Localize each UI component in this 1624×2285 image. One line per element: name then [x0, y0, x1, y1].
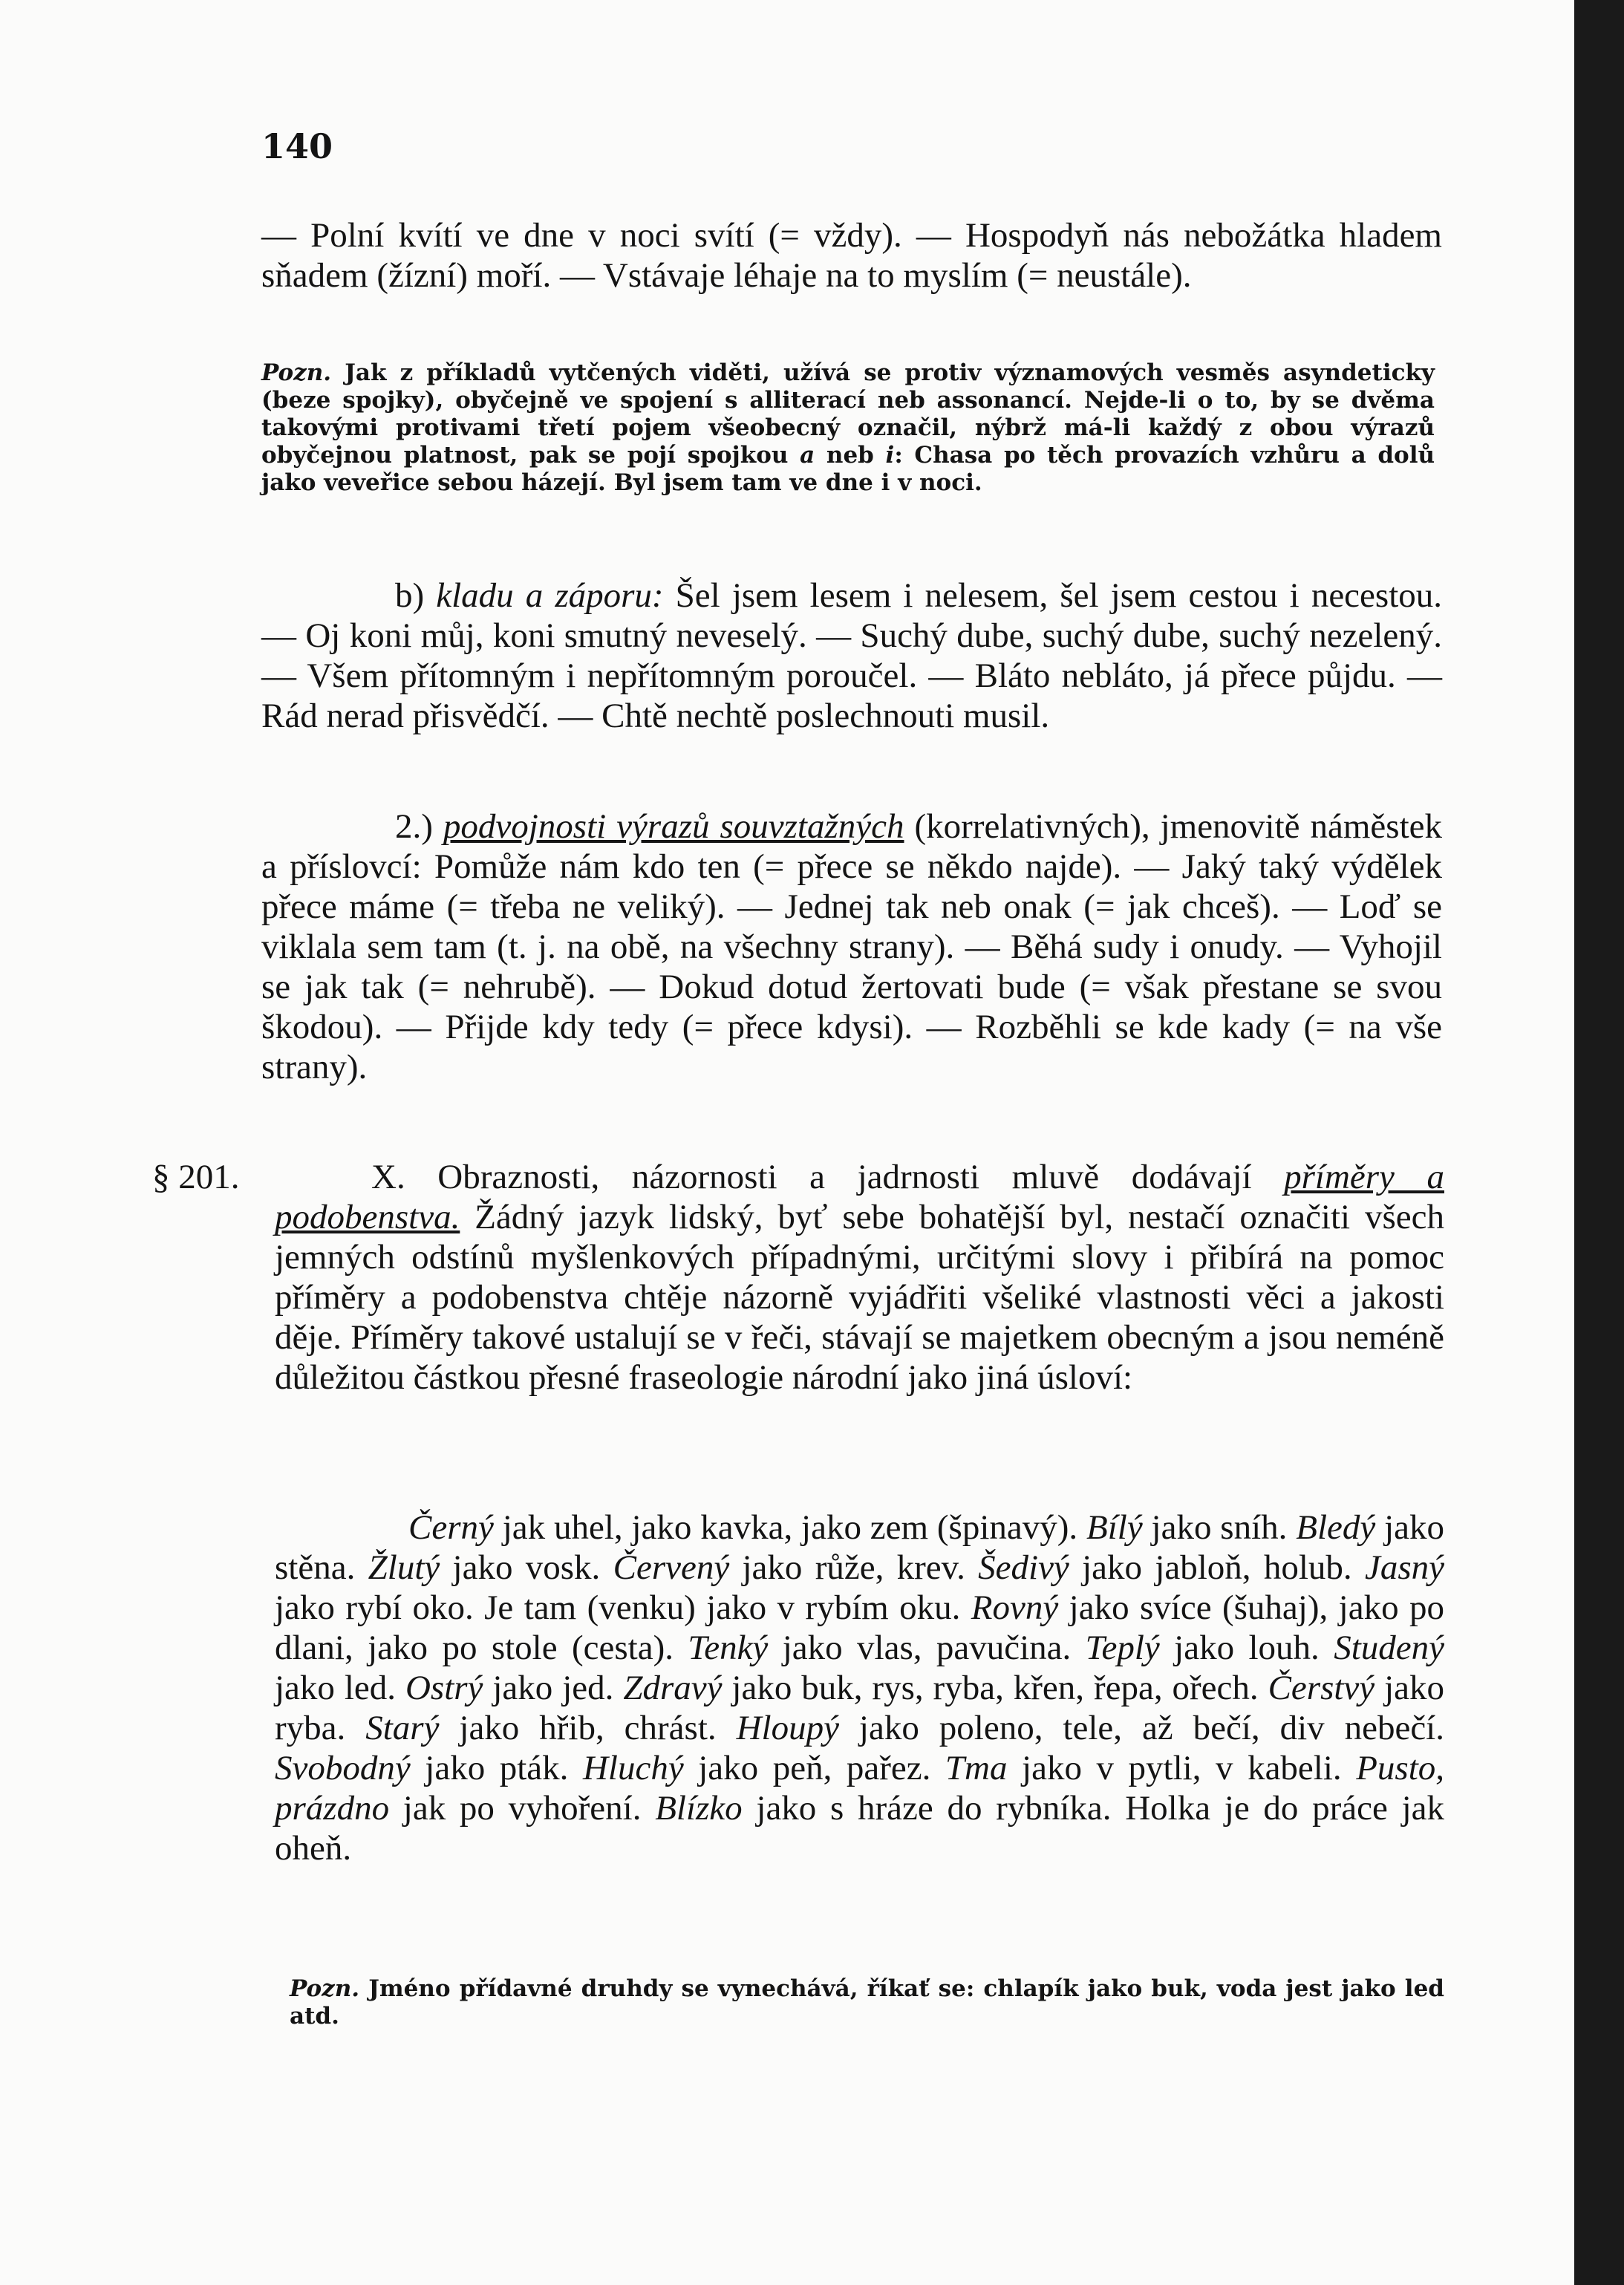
simile-word: Čerstvý [1268, 1669, 1375, 1707]
page-number: 140 [261, 126, 333, 166]
note-text: Jak z příkladů vytčených viděti, užívá se protiv významových vesměs asyndeticky (beze spojky), obyčejně ve spojení s alliterací neb assonancí. Nejde-li o to, by se dvěma takovými protivami třetí pojem všeobecný označil, nýbrž má-li každý z obou výrazů obyčejnou platnost, pak se pojí spojkou [261, 359, 1435, 469]
section-text: Žádný jazyk lidský, byť sebe bohatější byl, nestačí označiti všech jemných odstínů myšlenkových případnými, určitými slovy i přibírá na pomoc příměry a podobenstva chtěje názorně vyjádřiti všeliké vlastnosti věci a jakosti děje. Příměry takové ustalují se v řeči, stávají se majetkem obecným a jsou neméně důležitou částkou přesné fraseologie národní jako jiná úsloví: [275, 1198, 1445, 1397]
simile-word: Studený [1334, 1629, 1444, 1667]
simile-text: jak uhel, jako kavka, jako zem (špinavý). [493, 1508, 1087, 1547]
note-tail: : Chasa po těch provazích vzhůru a dolů jako veveřice sebou házejí. Byl jsem tam ve dne i v noci. [261, 442, 1435, 496]
paragraph-b-text: Šel jsem lesem i nelesem, šel jsem cestou i necestou. — Oj koni můj, koni smutný neveselý. — Suchý dube, suchý dube, suchý nezelený. — Všem přítomným i nepřítomným poroučel. — Bláto nebláto, já přece půjdu. — Rád nerad přisvědčí. — Chtě nechtě poslechnouti musil. [261, 576, 1442, 735]
note-i: i [885, 442, 895, 469]
simile-text: jako poleno, tele, až bečí, div nebečí. [838, 1709, 1444, 1747]
paragraph-b-label: b) [395, 576, 425, 615]
simile-text: jako stěna. [275, 1508, 1444, 1587]
simile-word: Bledý [1296, 1508, 1376, 1547]
simile-text: jako s hráze do rybníka. Holka je do práce jak oheň. [275, 1789, 1444, 1868]
simile-word: Hloupý [736, 1709, 839, 1747]
section-mark: § 201. [152, 1158, 240, 1196]
paragraph-b-affirmation-negation [261, 576, 1442, 736]
simile-text: jako peň, pařez. [683, 1749, 945, 1787]
simile-word: Zdravý [623, 1669, 723, 1707]
simile-text: jako sníh. [1142, 1508, 1297, 1547]
simile-text: jako růže, krev. [729, 1548, 979, 1587]
simile-text: jako led. [275, 1669, 405, 1707]
paragraph-2-correlatives [261, 806, 1442, 1087]
note-opposites [261, 359, 1435, 497]
simile-text: jako ryba. [275, 1669, 1445, 1747]
simile-word: Tma [945, 1749, 1008, 1787]
simile-text: jako v pytli, v kabeli. [1007, 1749, 1357, 1787]
simile-word: Pusto, prázdno [275, 1749, 1445, 1828]
note-neb: neb [826, 442, 874, 469]
note-lead: Pozn. [261, 359, 332, 386]
simile-text: jako jed. [483, 1669, 624, 1707]
simile-text: jako jabloň, holub. [1069, 1548, 1365, 1587]
simile-word: Hluchý [582, 1749, 684, 1787]
simile-word: Žlutý [368, 1548, 440, 1587]
simile-text: jako rybí oko. Je tam (venku) jako v rybím oku. [275, 1588, 971, 1627]
paragraph-2-label: 2.) [395, 807, 433, 846]
section-title: příměry a podobenstva. [275, 1158, 1444, 1236]
simile-word: Starý [365, 1709, 440, 1747]
simile-text: jako vlas, pavučina. [768, 1629, 1086, 1667]
simile-word: Tenký [688, 1629, 769, 1667]
simile-word: Teplý [1085, 1629, 1160, 1667]
simile-text: jako buk, rys, ryba, křen, řepa, ořech. [722, 1669, 1268, 1707]
simile-text: jako vosk. [440, 1548, 613, 1587]
simile-text: jako louh. [1159, 1629, 1334, 1667]
note-adjective-omission [290, 1975, 1444, 2030]
section-intro: X. Obraznosti, názornosti a jadrnosti mluvě dodávají [371, 1158, 1252, 1196]
simile-text: jako hřib, chrást. [439, 1709, 737, 1747]
simile-text: jako svíce (šuhaj), jako po dlani, jako po stole (cesta). [275, 1588, 1444, 1667]
paragraph-2-text: (korrelativných), jmenovitě náměstek a příslovcí: Pomůže nám kdo ten (= přece se někdo najde). — Jaký taký výdělek přece máme (= třeba ne veliký). — Jednej tak neb onak (= jak chceš). — Loď se viklala sem tam (t. j. na obě, na všechny strany). — Běhá sudy i onudy. — Vyhojil se jak tak (= nehrubě). — Dokud dotud žertovati bude (= však přestane se svou škodou). — Přijde kdy tedy (= přece kdysi). — Rozběhli se kde kady (= na vše strany). [261, 807, 1443, 1086]
simile-text: jako pták. [410, 1749, 583, 1787]
note-a: a [800, 442, 815, 469]
paragraph-similes [275, 1507, 1444, 1868]
simile-text: jak po vyhoření. [389, 1789, 656, 1828]
note2-text: Jméno přídavné druhdy se vynechává, říkať se: chlapík jako buk, voda jest jako led atd. [290, 1975, 1444, 2030]
simile-word: Blízko [655, 1789, 743, 1828]
simile-word: Bílý [1086, 1508, 1143, 1547]
simile-word: Svobodný [275, 1749, 411, 1787]
paragraph-opposites-examples: — Polní kvítí ve dne v noci svítí (= vždy). — Hospodyň nás nebožátka hladem sňadem (žízní) moří. — Vstávaje léhaje na to myslím (= neustále). [261, 216, 1442, 295]
simile-word: Rovný [971, 1588, 1059, 1627]
simile-word: Červený [613, 1548, 730, 1587]
simile-word: Šedivý [978, 1548, 1069, 1587]
paragraph-section-201 [275, 1157, 1444, 1398]
note2-lead: Pozn. [290, 1975, 360, 2002]
simile-word: Černý [408, 1508, 494, 1547]
simile-word: Jasný [1364, 1548, 1444, 1587]
paragraph-2-title: podvojnosti výrazů souvztažných [443, 807, 904, 846]
paragraph-b-title: kladu a záporu: [436, 576, 664, 615]
simile-word: Ostrý [405, 1669, 483, 1707]
